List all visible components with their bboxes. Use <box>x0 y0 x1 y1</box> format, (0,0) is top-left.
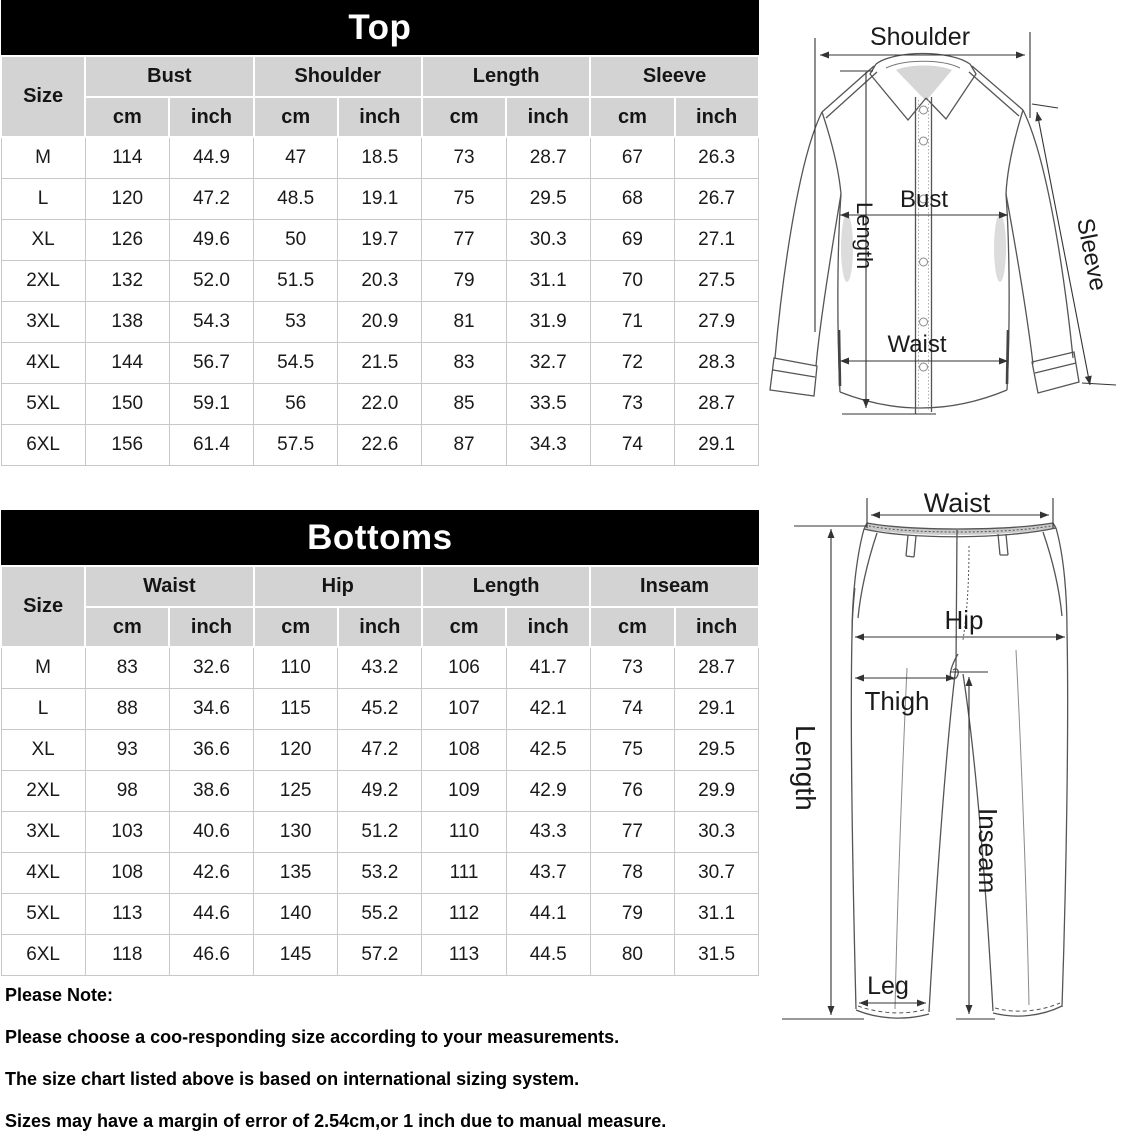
measurement-value: 87 <box>422 424 506 465</box>
measurement-value: 28.7 <box>675 383 759 424</box>
group-header-inseam: Inseam <box>590 566 758 607</box>
size-row-xl <box>1 219 759 260</box>
size-label: M <box>1 137 85 178</box>
measurement-value: 44.6 <box>169 893 253 934</box>
measurement-value: 75 <box>590 729 674 770</box>
measurement-value: 118 <box>85 934 169 975</box>
measurement-value: 56 <box>254 383 338 424</box>
measurement-value: 54.5 <box>254 342 338 383</box>
measurement-value: 32.6 <box>169 647 253 688</box>
measurement-value: 19.7 <box>338 219 422 260</box>
sleeve-bottom-tick <box>1082 383 1116 385</box>
notes-section <box>5 985 755 1142</box>
measurement-value: 85 <box>422 383 506 424</box>
measurement-value: 83 <box>85 647 169 688</box>
shoulder-label: Shoulder <box>869 23 971 51</box>
measurement-value: 42.6 <box>169 852 253 893</box>
measurement-value: 74 <box>590 688 674 729</box>
measurement-value: 27.5 <box>675 260 759 301</box>
measurement-value: 76 <box>590 770 674 811</box>
unit-header-cm: cm <box>254 97 338 137</box>
shirt-right-cuff <box>1032 352 1079 393</box>
size-row-4xl <box>1 852 759 893</box>
measurement-value: 113 <box>422 934 506 975</box>
unit-header-inch: inch <box>338 97 422 137</box>
measurement-value: 135 <box>254 852 338 893</box>
measurement-value: 28.7 <box>506 137 590 178</box>
size-label: 6XL <box>1 934 85 975</box>
size-row-m <box>1 647 759 688</box>
pants-left-hem-stitch <box>858 1006 927 1013</box>
measurement-value: 56.7 <box>169 342 253 383</box>
shirt-neck-shade <box>896 66 952 102</box>
bottoms-group-header-row <box>1 566 759 607</box>
measurement-value: 21.5 <box>338 342 422 383</box>
measurement-value: 29.1 <box>675 688 759 729</box>
unit-header-inch: inch <box>675 97 759 137</box>
measurement-value: 22.0 <box>338 383 422 424</box>
measurement-value: 53 <box>254 301 338 342</box>
measurement-value: 20.3 <box>338 260 422 301</box>
bottoms-table-title: Bottoms <box>1 510 759 566</box>
pants-annotations <box>782 498 1065 1019</box>
pants-length-label: Length <box>790 725 821 811</box>
measurement-value: 112 <box>422 893 506 934</box>
pants-right-hem <box>993 1006 1062 1016</box>
measurement-value: 114 <box>85 137 169 178</box>
size-row-xl <box>1 729 759 770</box>
measurement-value: 27.1 <box>675 219 759 260</box>
size-row-2xl <box>1 770 759 811</box>
measurement-value: 52.0 <box>169 260 253 301</box>
shirt-right-shade <box>994 214 1006 282</box>
measurement-value: 145 <box>254 934 338 975</box>
shirt-left-sleeve-inner <box>816 194 841 366</box>
size-label: 2XL <box>1 770 85 811</box>
measurement-value: 61.4 <box>169 424 253 465</box>
unit-header-cm: cm <box>254 607 338 647</box>
measurement-value: 107 <box>422 688 506 729</box>
measurement-value: 40.6 <box>169 811 253 852</box>
measurement-value: 28.3 <box>675 342 759 383</box>
shirt-right-sleeve-inner <box>1006 194 1033 364</box>
measurement-value: 77 <box>422 219 506 260</box>
measurement-value: 71 <box>590 301 674 342</box>
bust-label: Bust <box>899 186 949 213</box>
measurement-value: 22.6 <box>338 424 422 465</box>
pants-right-pocket <box>1043 532 1062 616</box>
group-header-shoulder: Shoulder <box>254 56 422 97</box>
measurement-value: 138 <box>85 301 169 342</box>
size-label: 4XL <box>1 342 85 383</box>
measurement-value: 132 <box>85 260 169 301</box>
shirt-outline <box>770 54 1079 415</box>
measurement-value: 29.5 <box>675 729 759 770</box>
measurement-value: 79 <box>422 260 506 301</box>
measurement-value: 31.1 <box>675 893 759 934</box>
pants-fly-line <box>956 530 957 666</box>
unit-header-cm: cm <box>590 97 674 137</box>
pants-outline <box>851 523 1067 1018</box>
measurement-value: 30.3 <box>675 811 759 852</box>
length-label: Length <box>852 202 877 270</box>
measurement-value: 48.5 <box>254 178 338 219</box>
unit-header-cm: cm <box>85 97 169 137</box>
measurement-value: 51.2 <box>338 811 422 852</box>
measurement-value: 27.9 <box>675 301 759 342</box>
measurement-value: 120 <box>254 729 338 770</box>
measurement-value: 103 <box>85 811 169 852</box>
measurement-value: 126 <box>85 219 169 260</box>
size-label: 3XL <box>1 301 85 342</box>
top-title-row <box>1 0 759 56</box>
shirt-sleeve-caps <box>822 110 1023 194</box>
measurement-value: 144 <box>85 342 169 383</box>
size-row-6xl <box>1 424 759 465</box>
pants-left-inseam <box>929 666 956 1012</box>
measurement-value: 53.2 <box>338 852 422 893</box>
shirt-left-shade <box>841 214 853 282</box>
measurement-value: 130 <box>254 811 338 852</box>
measurement-value: 110 <box>254 647 338 688</box>
notes-heading: Please Note: <box>5 985 114 1005</box>
measurement-value: 31.9 <box>506 301 590 342</box>
measurement-value: 140 <box>254 893 338 934</box>
measurement-value: 156 <box>85 424 169 465</box>
measurement-value: 29.9 <box>675 770 759 811</box>
measurement-value: 69 <box>590 219 674 260</box>
measurement-value: 50 <box>254 219 338 260</box>
pants-right-outseam <box>1056 528 1068 1007</box>
measurement-value: 26.7 <box>675 178 759 219</box>
measurement-value: 18.5 <box>338 137 422 178</box>
measurement-value: 81 <box>422 301 506 342</box>
size-label: XL <box>1 729 85 770</box>
top-unit-header-row <box>1 97 759 137</box>
measurement-value: 109 <box>422 770 506 811</box>
measurement-value: 83 <box>422 342 506 383</box>
measurement-value: 74 <box>590 424 674 465</box>
pants-waist-label: Waist <box>923 488 991 518</box>
measurement-value: 43.7 <box>506 852 590 893</box>
size-row-6xl <box>1 934 759 975</box>
measurement-value: 33.5 <box>506 383 590 424</box>
size-row-2xl <box>1 260 759 301</box>
size-row-4xl <box>1 342 759 383</box>
measurement-value: 70 <box>590 260 674 301</box>
shirt-measurement-diagram <box>760 0 1121 480</box>
size-label: L <box>1 178 85 219</box>
size-column-header: Size <box>1 566 85 647</box>
measurement-value: 68 <box>590 178 674 219</box>
pants-left-hem <box>856 1010 929 1018</box>
shirt-left-cuff <box>770 358 817 396</box>
measurement-value: 55.2 <box>338 893 422 934</box>
unit-header-cm: cm <box>422 607 506 647</box>
size-row-m <box>1 137 759 178</box>
measurement-value: 51.5 <box>254 260 338 301</box>
measurement-value: 26.3 <box>675 137 759 178</box>
size-row-5xl <box>1 383 759 424</box>
group-header-sleeve: Sleeve <box>590 56 758 97</box>
note-line-2: The size chart listed above is based on international sizing system. <box>5 1069 580 1089</box>
waist-label: Waist <box>887 331 947 358</box>
pants-right-crease <box>1016 650 1029 1005</box>
measurement-value: 49.6 <box>169 219 253 260</box>
size-label: 5XL <box>1 383 85 424</box>
measurement-value: 80 <box>590 934 674 975</box>
bottoms-table-body <box>1 647 759 975</box>
measurement-value: 32.7 <box>506 342 590 383</box>
measurement-value: 19.1 <box>338 178 422 219</box>
measurement-value: 108 <box>85 852 169 893</box>
unit-header-cm: cm <box>422 97 506 137</box>
shirt-right-sleeve-outer <box>1023 110 1073 358</box>
measurement-value: 57.2 <box>338 934 422 975</box>
bottoms-title-row <box>1 510 759 566</box>
measurement-value: 106 <box>422 647 506 688</box>
measurement-value: 73 <box>590 383 674 424</box>
measurement-value: 111 <box>422 852 506 893</box>
measurement-value: 150 <box>85 383 169 424</box>
measurement-value: 29.5 <box>506 178 590 219</box>
shirt-hem <box>840 390 1007 408</box>
measurement-value: 47 <box>254 137 338 178</box>
group-header-length: Length <box>422 56 590 97</box>
measurement-value: 54.3 <box>169 301 253 342</box>
size-label: M <box>1 647 85 688</box>
size-column-header: Size <box>1 56 85 137</box>
sleeve-top-tick <box>1032 104 1058 108</box>
measurement-value: 57.5 <box>254 424 338 465</box>
size-label: 2XL <box>1 260 85 301</box>
measurement-value: 46.6 <box>169 934 253 975</box>
pants-right-hem-stitch <box>995 1003 1060 1011</box>
size-label: 4XL <box>1 852 85 893</box>
unit-header-cm: cm <box>85 607 169 647</box>
leg-label: Leg <box>867 972 909 1000</box>
measurement-value: 93 <box>85 729 169 770</box>
size-row-5xl <box>1 893 759 934</box>
unit-header-inch: inch <box>338 607 422 647</box>
pants-labels <box>790 488 1003 1000</box>
size-label: L <box>1 688 85 729</box>
measurement-value: 43.2 <box>338 647 422 688</box>
measurement-value: 78 <box>590 852 674 893</box>
measurement-value: 73 <box>422 137 506 178</box>
measurement-value: 79 <box>590 893 674 934</box>
measurement-value: 110 <box>422 811 506 852</box>
bottoms-size-table <box>0 510 760 976</box>
unit-header-inch: inch <box>675 607 759 647</box>
size-row-3xl <box>1 301 759 342</box>
measurement-value: 59.1 <box>169 383 253 424</box>
top-group-header-row <box>1 56 759 97</box>
measurement-value: 30.7 <box>675 852 759 893</box>
measurement-value: 43.3 <box>506 811 590 852</box>
unit-header-inch: inch <box>506 97 590 137</box>
top-size-table <box>0 0 760 466</box>
group-header-waist: Waist <box>85 566 253 607</box>
measurement-value: 34.3 <box>506 424 590 465</box>
measurement-value: 108 <box>422 729 506 770</box>
pants-measurement-diagram <box>760 488 1121 1040</box>
size-label: 5XL <box>1 893 85 934</box>
size-label: 6XL <box>1 424 85 465</box>
unit-header-cm: cm <box>590 607 674 647</box>
measurement-value: 36.6 <box>169 729 253 770</box>
measurement-value: 115 <box>254 688 338 729</box>
group-header-hip: Hip <box>254 566 422 607</box>
size-row-l <box>1 688 759 729</box>
measurement-value: 98 <box>85 770 169 811</box>
thigh-label: Thigh <box>864 686 930 716</box>
measurement-value: 47.2 <box>338 729 422 770</box>
measurement-value: 73 <box>590 647 674 688</box>
top-table-title: Top <box>1 0 759 56</box>
pants-left-crease <box>895 668 907 1009</box>
note-line-1: Please choose a coo-responding size according to your measurements. <box>5 1027 620 1047</box>
measurement-value: 77 <box>590 811 674 852</box>
hip-label: Hip <box>944 605 984 635</box>
measurement-value: 29.1 <box>675 424 759 465</box>
pants-left-outseam <box>851 529 864 1009</box>
shirt-labels <box>852 23 1112 358</box>
bottoms-unit-header-row <box>1 607 759 647</box>
measurement-value: 31.5 <box>675 934 759 975</box>
measurement-value: 120 <box>85 178 169 219</box>
group-header-bust: Bust <box>85 56 253 97</box>
sleeve-label: Sleeve <box>1071 215 1112 294</box>
measurement-value: 31.1 <box>506 260 590 301</box>
unit-header-inch: inch <box>506 607 590 647</box>
unit-header-inch: inch <box>169 607 253 647</box>
measurement-value: 44.9 <box>169 137 253 178</box>
note-line-3: Sizes may have a margin of error of 2.54cm,or 1 inch due to manual measure. <box>5 1111 667 1131</box>
size-row-l <box>1 178 759 219</box>
measurement-value: 88 <box>85 688 169 729</box>
size-label: 3XL <box>1 811 85 852</box>
measurement-value: 49.2 <box>338 770 422 811</box>
unit-header-inch: inch <box>169 97 253 137</box>
measurement-value: 72 <box>590 342 674 383</box>
measurement-value: 28.7 <box>675 647 759 688</box>
group-header-length: Length <box>422 566 590 607</box>
measurement-value: 20.9 <box>338 301 422 342</box>
measurement-value: 125 <box>254 770 338 811</box>
inseam-label: Inseam <box>973 808 1003 894</box>
size-label: XL <box>1 219 85 260</box>
measurement-value: 30.3 <box>506 219 590 260</box>
measurement-value: 67 <box>590 137 674 178</box>
measurement-value: 47.2 <box>169 178 253 219</box>
measurement-value: 44.1 <box>506 893 590 934</box>
top-table-body <box>1 137 759 465</box>
measurement-value: 45.2 <box>338 688 422 729</box>
measurement-value: 38.6 <box>169 770 253 811</box>
measurement-value: 75 <box>422 178 506 219</box>
measurement-value: 34.6 <box>169 688 253 729</box>
measurement-value: 42.5 <box>506 729 590 770</box>
measurement-value: 42.9 <box>506 770 590 811</box>
measurement-value: 113 <box>85 893 169 934</box>
pants-left-pocket <box>858 533 877 618</box>
size-row-3xl <box>1 811 759 852</box>
measurement-value: 42.1 <box>506 688 590 729</box>
measurement-value: 41.7 <box>506 647 590 688</box>
measurement-value: 44.5 <box>506 934 590 975</box>
